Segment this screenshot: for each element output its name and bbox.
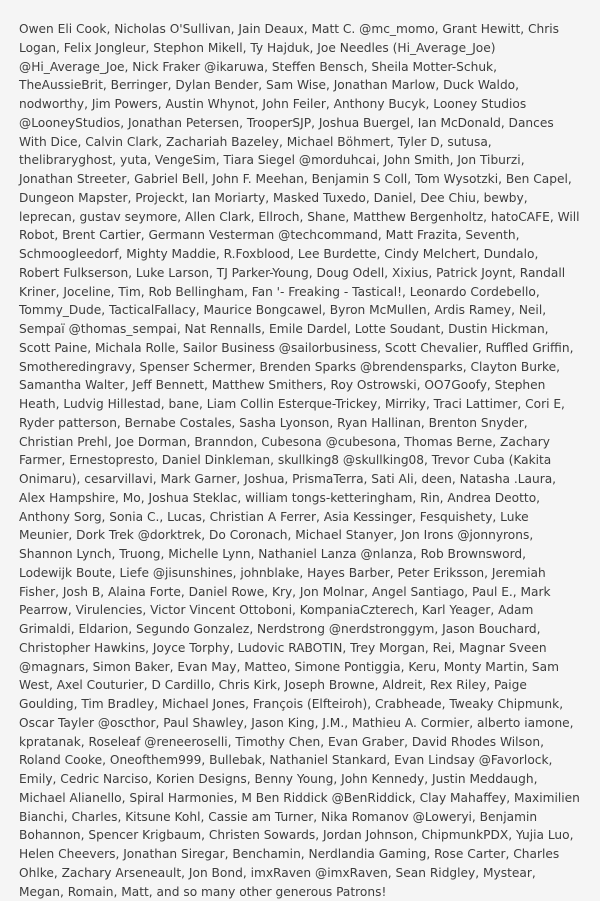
patron-credits-text: Owen Eli Cook, Nicholas O'Sullivan, Jain Deaux, Matt C. @mc_momo, Grant Hewitt, Chris Logan, Felix Jongleur, Stephon Mikell, Ty Hajduk, Joe Needles (Hi_Average_Joe) @Hi_Average_Joe, Nick Fraker @ikaruwa, Steffen Bensch, Sheila Motter-Schuk, TheAussieBrit, Berringer, Dylan Bender, Sam Wise, Jonathan Marlow, Duck Waldo, nodworthy, Jim Powers, Austin Whynot, John Feiler, Anthony Bucyk, Looney Studios @LooneyStudios, Jonathan Petersen, TrooperSJP, Joshua Buergel, Ian McDonald, Dances With Dice, Calvin Clark, Zachariah Bazeley, Michael Böhmert, Tyler D, sutusa, thelibraryghost, yuta, VengeSim, Tiara Siegel @morduhcai, John Smith, Jon Tiburzi, Jonathan Streeter, Gabriel Bell, John F. Meehan, Benjamin S Coll, Tom Wysotzki, Ben Capel, Dungeon Mapster, Projeckt, Ian Moriarty, Masked Tuxedo, Daniel, Dee Chiu, bewby, leprecan, gustav seymore, Allen Clark, Ellroch, Shane, Matthew Bergenholtz, hatoCAFE, Will Robot, Brent Cartier, Germann Vesterman @techcommand, Matt Frazita, Seventh, Schmoogleedorf, Mighty Maddie, R.Foxblood, Lee Burdette, Cindy Melchert, Dundalo, Robert Fulkserson, Luke Larson, TJ Parker-Young, Doug Odell, Xixius, Patrick Joynt, Randall Kriner, Joceline, Tim, Rob Bellingham, Fan '- Freaking - Tastical!, Leonardo Cordebello, Tommy_Dude, TacticalFallacy, Maurice Bongcawel, Byron McMullen, Ardis Ramey, Neil, Sempaï @thomas_sempai, Nat Rennalls, Emile Dardel, Lotte Soudant, Dustin Hickman, Scott Paine, Michala Rolle, Sailor Business @sailorbusiness, Scott Chevalier, Ruffled Griffin, Smotheredingravy, Spenser Schermer, Brenden Sparks @brendensparks, Clayton Burke, Samantha Walter, Jeff Bennett, Matthew Smithers, Roy Ostrowski, OO7Goofy, Stephen Heath, Ludvig Hillestad, bane, Liam Collin Esterque-Trickey, Mirriky, Traci Lattimer, Cori E, Ryder patterson, Bernabe Costales, Sasha Lyonson, Ryan Hallinan, Brenton Snyder, Christian Prehl, Joe Dorman, Branndon, Cubesona @cubesona, Thomas Berne, Zachary Farmer, Ernestopresto, Daniel Dinkleman, skullking8 @skullking08, Trevor Cuba (Kakita Onimaru), cesarvillavi, Mark Garner, Joshua, PrismaTerra, Sati Ali, deen, Natasha .Laura, Alex Hampshire, Mo, Joshua Steklac, william tongs-ketteringham, Rin, Andrea Deotto, Anthony Sorg, Sonia C., Lucas, Christian A Ferrer, Asia Kessinger, Fesquishety, Luke Meunier, Dork Trek @dorktrek, Do Coronach, Michael Stanyer, Jon Irons @jonnyrons, Shannon Lynch, Truong, Michelle Lynn, Nathaniel Lanza @nlanza, Rob Brownsword, Lodewijk Boute, Liefe @jisunshines, johnblake, Hayes Barber, Peter Eriksson, Jeremiah Fisher, Josh B, Alaina Forte, Daniel Rowe, Kry, Jon Molnar, Angel Santiago, Paul E., Mark Pearrow, Virulencies, Victor Vincent Ottoboni, KompaniaCzterech, Karl Yeager, Adam Grimaldi, Eldarion, Segundo Gonzalez, Nerdstrong @nerdstronggym, Jason Bouchard, Christopher Hawkins, Joyce Torphy, Ludovic RABOTIN, Trey Morgan, Rei, Magnar Sveen @magnars, Simon Baker, Evan May, Matteo, Simone Pontiggia, Keru, Monty Martin, Sam West, Axel Couturier, D Cardillo, Chris Kirk, Joseph Browne, Aldreit, Rex Riley, Paige Goulding, Tim Bradley, Michael Jones, François (Elfteiroh), Crabheade, Tweaky Chipmunk, Oscar Tayler @oscthor, Paul Shawley, Jason King, J.M., Mathieu A. Cormier, alberto iamone, kpratanak, Roseleaf @reneeroselli, Timothy Chen, Evan Graber, David Rhodes Wilson, Roland Cooke, Oneofthem999, Bullebak, Nathaniel Stankard, Evan Lindsay @Favorlock, Emily, Cedric Narciso, Korien Designs, Benny Young, John Kennedy, Justin Meddaugh, Michael Alianello, Spiral Harmonies, M Ben Riddick @BenRiddick, Clay Mahaffey, Maximilien Bianchi, Charles, Kitsune Kohl, Cassie am Turner, Nika Romanov @Loweryi, Benjamin Bohannon, Spencer Krigbaum, Christen Sowards, Jordan Johnson, ChipmunkPDX, Yujia Luo, Helen Cheevers, Jonathan Siregar, Benchamin, Nerdlandia Gaming, Rose Carter, Charles Ohlke, Zachary Arseneault, Jon Bond, imxRaven @imxRaven, Sean Ridgley, Mystear, Megan, Romain, Matt, and so many other generous Patrons! [19, 22, 580, 899]
